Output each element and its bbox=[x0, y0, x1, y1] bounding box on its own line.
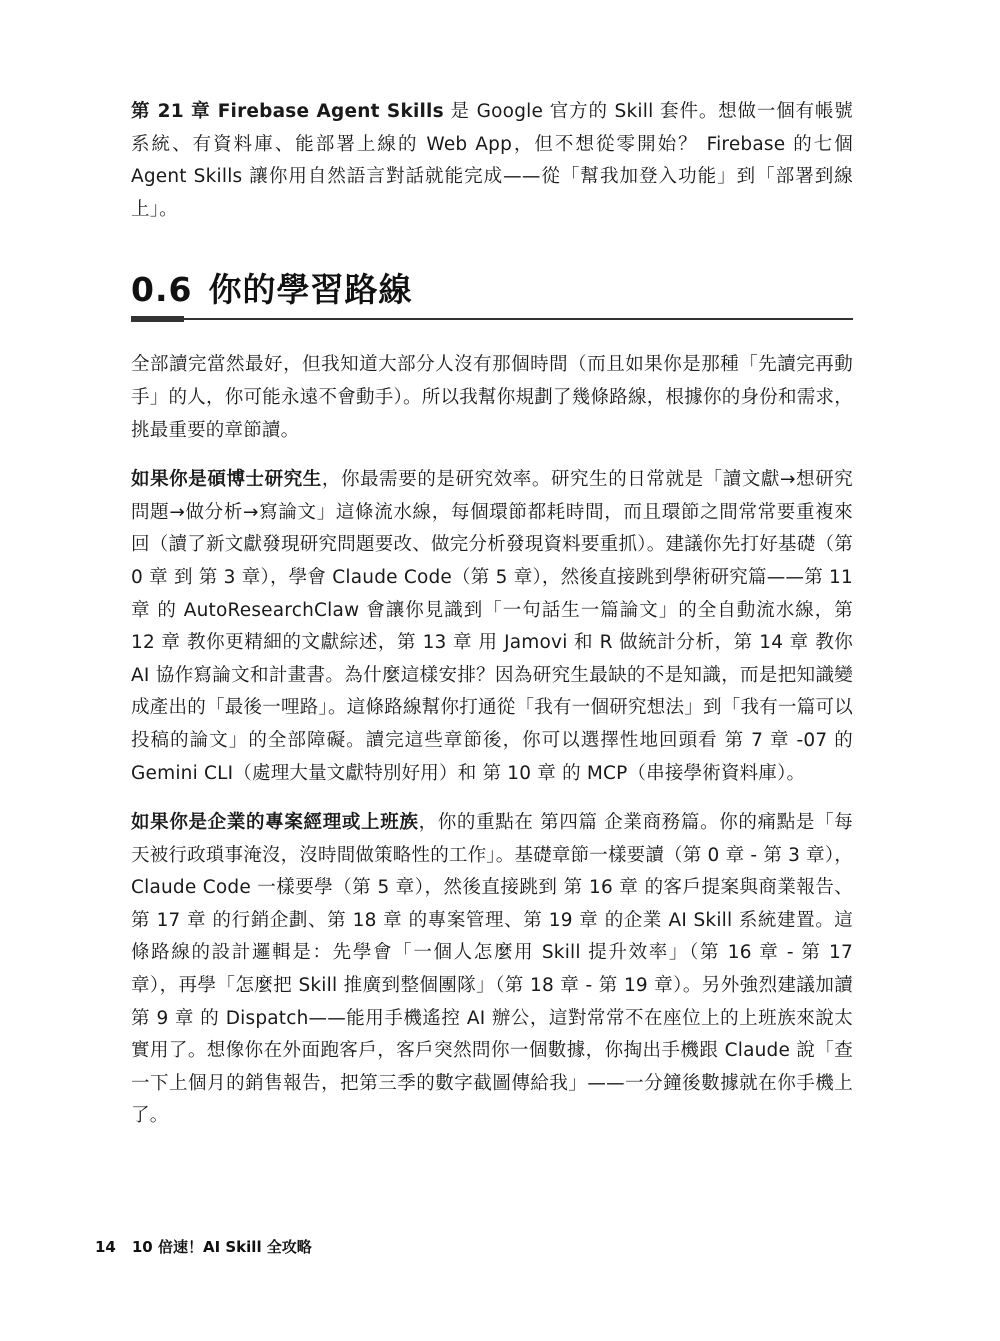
paragraph-firebase-bold-lead: 第 21 章 Firebase Agent Skills bbox=[131, 101, 444, 122]
section-title-text: 你的學習路線 bbox=[208, 270, 413, 310]
paragraph-intro bbox=[131, 349, 853, 447]
paragraph-firebase bbox=[131, 96, 853, 226]
heading-underline bbox=[131, 318, 853, 320]
paragraph-phd-text: ，你最需要的是研究效率。研究生的日常就是「讀文獻→想研究問題→做分析→寫論文」這條流水線，每個環節都耗時間，而且環節之間常常要重複來回（讀了新文獻發現研究問題要改、做完分析發現資料要重抓）。建議你先打好基礎（第 0 章 到 第 3 章），學會 Claude Code（第 5 章），然後直接跳到學術研究篇——第 11 章 的 AutoResearchClaw 會讓你見識到「一句話生一篇論文」的全自動流水線，第 12 章 教你更精細的文獻綜述，第 13 章 用 Jamovi 和 R 做統計分析，第 14 章 教你 AI 協作寫論文和計畫書。為什麼這樣安排？因為研究生最缺的不是知識，而是把知識變成產出的「最後一哩路」。這條路線幫你打通從「我有一個研究想法」到「我有一篇可以投稿的論文」的全部障礙。讀完這些章節後，你可以選擇性地回頭看 第 7 章 -07 的 Gemini CLI（處理大量文獻特別好用）和 第 10 章 的 MCP（串接學術資料庫）。 bbox=[131, 469, 853, 784]
paragraph-pm-route bbox=[131, 807, 853, 1133]
paragraph-pm-bold-lead: 如果你是企業的專案經理或上班族 bbox=[131, 812, 419, 834]
paragraph-phd-bold-lead: 如果你是碩博士研究生 bbox=[131, 469, 322, 491]
book-title: 10 倍速！AI Skill 全攻略 bbox=[131, 1238, 312, 1256]
page-footer bbox=[95, 1236, 312, 1257]
section-heading bbox=[131, 268, 853, 330]
page-content bbox=[131, 96, 853, 1133]
page-number: 14 bbox=[95, 1238, 116, 1256]
paragraph-pm-text: ，你的重點在 第四篇 企業商務篇。你的痛點是「每天被行政瑣事淹沒，沒時間做策略性的工作」。基礎章節一樣要讀（第 0 章 - 第 3 章），Claude Code 一樣要學（第 5 章），然後直接跳到 第 16 章 的客戶提案與商業報告、第 17 章 的行銷企劃、第 18 章 的專案管理、第 19 章 的企業 AI Skill 系統建置。這條路線的設計邏輯是：先學會「一個人怎麼用 Skill 提升效率」（第 16 章 - 第 17 章），再學「怎麼把 Skill 推廣到整個團隊」（第 18 章 - 第 19 章）。另外強烈建議加讀 第 9 章 的 Dispatch——能用手機遙控 AI 辦公，這對常常不在座位上的上班族來說太實用了。想像你在外面跑客戶，客戶突然問你一個數據，你掏出手機跟 Claude 說「查一下上個月的銷售報告，把第三季的數字截圖傳給我」——一分鐘後數據就在你手機上了。 bbox=[131, 812, 854, 1127]
section-number: 0.6 bbox=[131, 270, 193, 310]
section-title bbox=[131, 268, 853, 312]
paragraph-intro-text: 全部讀完當然最好，但我知道大部分人沒有那個時間（而且如果你是那種「先讀完再動手」的人，你可能永遠不會動手）。所以我幫你規劃了幾條路線，根據你的身份和需求，挑最重要的章節讀。 bbox=[131, 354, 853, 441]
paragraph-phd-route bbox=[131, 464, 853, 790]
heading-underline-accent bbox=[131, 316, 184, 322]
paragraph-firebase-text: 是 Google 官方的 Skill 套件。想做一個有帳號系統、有資料庫、能部署上線的 Web App，但不想從零開始？ Firebase 的七個 Agent Skills 讓你用自然語言對話就能完成——從「幫我加登入功能」到「部署到線上」。 bbox=[131, 101, 853, 220]
